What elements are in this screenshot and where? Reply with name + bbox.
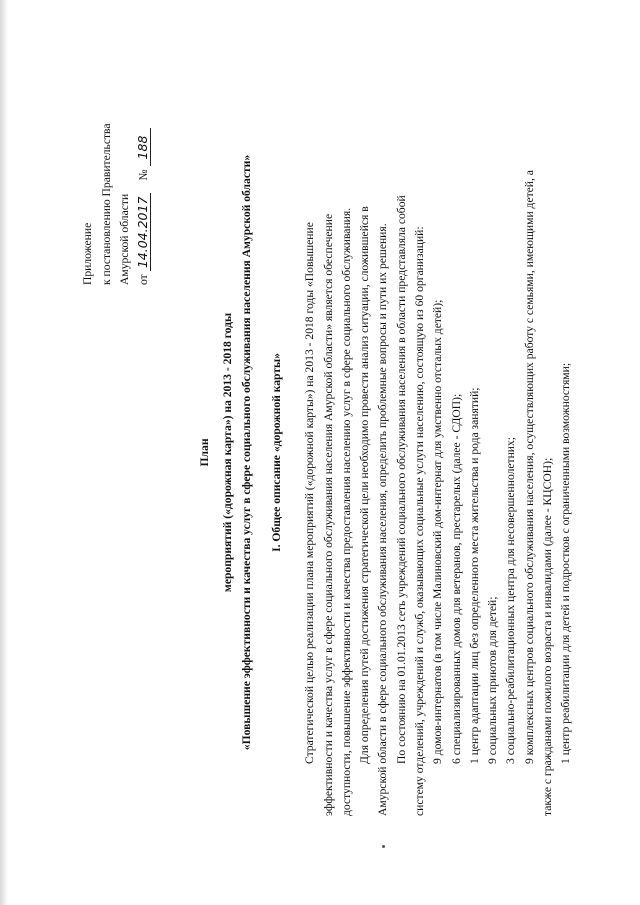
body-line-3: доступности, повышение эффективности и качества предоставления населению услуг в сфере социального обслуживания.: [340, 207, 353, 816]
scan-speck: [382, 845, 385, 848]
appendix-label: Приложение: [81, 222, 94, 285]
number-prefix: №: [137, 169, 150, 181]
body-line-5: Амурской области в сфере социального обслуживания населения, определить проблемные вопросы и пути их решения.: [376, 223, 389, 816]
body-line-7: систему отделений, учреждений и служб, оказывающих социальные услуги населению, состоящую из 60 организаций:: [413, 226, 426, 816]
date-handwritten: 14.04.2017: [137, 193, 151, 271]
body-line-14: также с гражданами пожилого возраста и инвалидами (далее - КЦСОН);: [541, 457, 554, 816]
date-prefix: от: [137, 274, 150, 285]
section-heading: I. Общее описание «дорожной карты»: [270, 353, 283, 552]
body-line-15: 1 центр реабилитации для детей и подростков с ограниченными возможностями;: [559, 362, 572, 764]
body-line-8: 9 домов-интернатов (в том числе Малиновский дом-интернат для умственно отсталых детей);: [431, 299, 444, 764]
body-line-13: 9 комплексных центров социального обслуживания населения, осуществляющих работу с семьями, имеющими детей, а: [523, 170, 536, 764]
body-line-9: 6 специализированных домов для ветеранов, престарелых (далее - СДОП);: [450, 393, 463, 764]
title-plan: План: [198, 438, 211, 467]
body-line-2: эффективности и качества услуг в сфере социального обслуживания населения Амурской области» является обеспечение: [322, 213, 335, 816]
title-roadmap: мероприятий («дорожная карта») на 2013 - 2018 годы: [221, 312, 234, 593]
body-line-6: По состоянию на 01.01.2013 сеть учреждений социального обслуживания населения в области представляла собой: [395, 195, 408, 764]
appendix-region: Амурской области: [118, 193, 131, 285]
body-line-1: Стратегической целью реализации плана мероприятий («дорожной карты») на 2013 - 2018 годы «Повышение: [303, 222, 316, 764]
appendix-date-number: [137, 129, 151, 286]
body-line-11: 9 социальных приютов для детей;: [486, 596, 499, 764]
title-subject: «Повышение эффективности и качества услуг в сфере социального обслуживания населения Амурской области»: [240, 154, 253, 751]
appendix-resolution: к постановлению Правительства: [100, 123, 113, 285]
number-handwritten: 188: [137, 129, 151, 167]
body-line-12: 3 социально-реабилитационных центра для несовершеннолетних;: [504, 436, 517, 764]
body-line-10: 1 центр адаптации лиц без определенного места жительства и рода занятий;: [468, 387, 481, 764]
body-line-4: Для определения путей достижения стратегической цели необходимо провести анализ ситуации, сложившейся в: [358, 206, 371, 764]
